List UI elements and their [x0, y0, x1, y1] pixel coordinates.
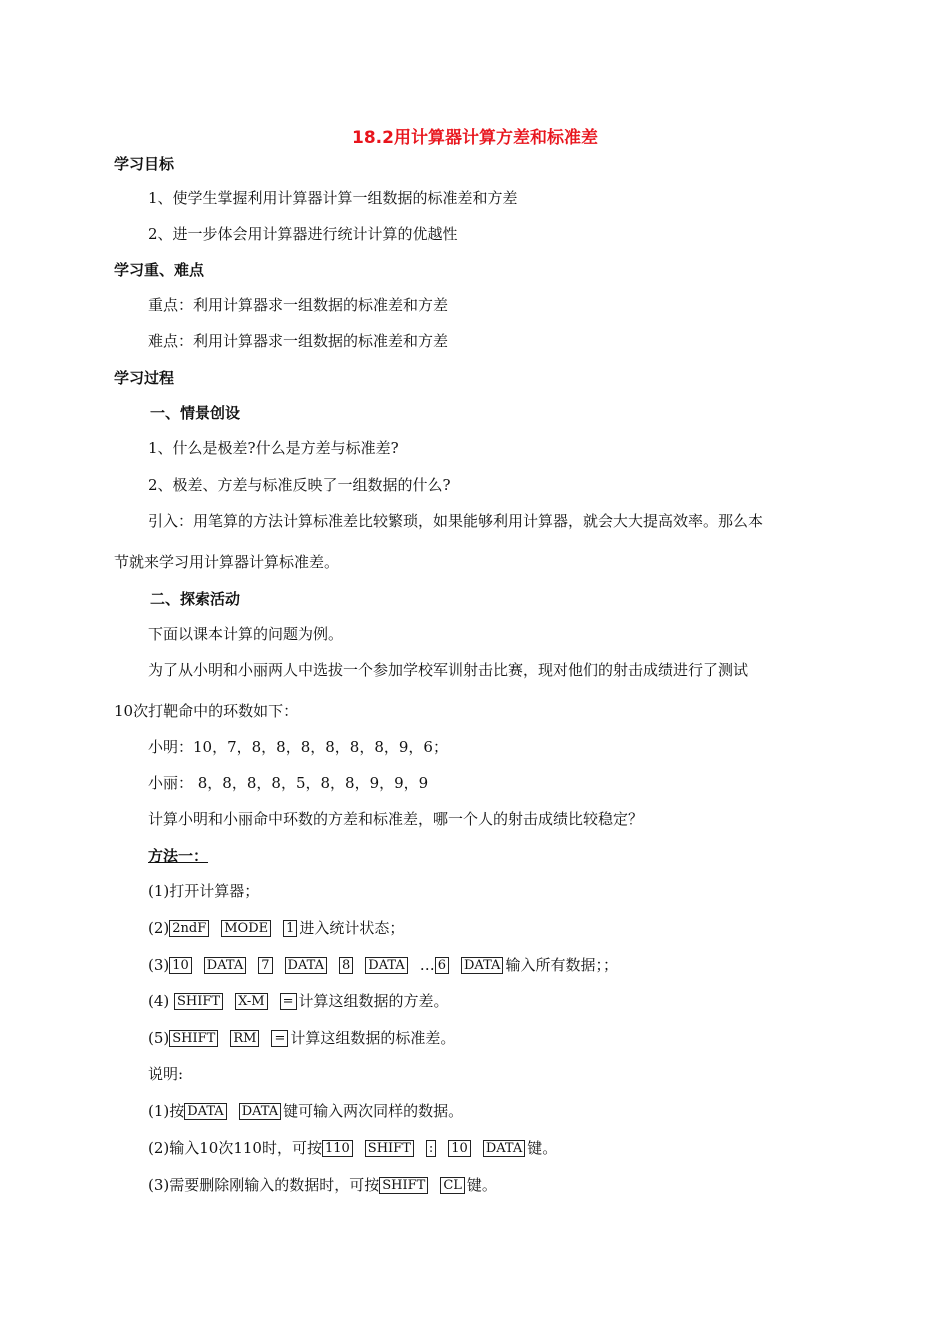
calc-key: RM [230, 1030, 259, 1047]
method-step [148, 917, 404, 938]
note-prefix: (2)输入10次110时，可按 [148, 1139, 322, 1157]
note-item [148, 1100, 463, 1121]
note-prefix: (3)需要删除刚输入的数据时，可按 [148, 1176, 380, 1194]
step-suffix: 进入统计状态； [299, 919, 405, 937]
calc-key: 10 [448, 1140, 471, 1157]
calc-key: DATA [239, 1103, 281, 1120]
xiaoli-scores: 小丽： 8，8，8，8，5，8，8，9，9，9 [148, 774, 429, 792]
calc-key: SHIFT [365, 1140, 414, 1157]
calc-key: DATA [483, 1140, 525, 1157]
method-step [148, 1027, 455, 1048]
question-text: 计算小明和小丽命中环数的方差和标准差，哪一个人的射击成绩比较稳定？ [148, 810, 644, 828]
calc-key: = [280, 993, 297, 1010]
paragraph-line: 10次打靶命中的环数如下： [114, 702, 299, 720]
calc-key: X-M [235, 993, 268, 1010]
section-heading-objectives: 学习目标 [114, 155, 175, 173]
step-prefix: (4) [148, 992, 170, 1010]
ellipsis: … [419, 956, 435, 974]
note-suffix: 键。 [527, 1139, 558, 1157]
method-step: (1)打开计算器； [148, 882, 260, 900]
paragraph-text: 下面以课本计算的问题为例。 [148, 625, 344, 643]
question-text: 1、什么是极差?什么是方差与标准差? [148, 439, 399, 457]
calc-key: DATA [285, 957, 327, 974]
subheading-scenario: 一、情景创设 [150, 404, 241, 422]
objective-item: 1、使学生掌握利用计算器计算一组数据的标准差和方差 [148, 189, 518, 207]
calc-key: 110 [322, 1140, 353, 1157]
calc-key: : [426, 1140, 436, 1157]
calc-key: SHIFT [174, 993, 223, 1010]
page-title: 18.2用计算器计算方差和标准差 [352, 128, 598, 148]
intro-paragraph-line: 引入：用笔算的方法计算标准差比较繁琐，如果能够利用计算器，就会大大提高效率。那么本 [148, 512, 764, 530]
step-suffix: 计算这组数据的方差。 [298, 992, 449, 1010]
step-prefix: (3) [148, 956, 170, 974]
calc-key: 10 [169, 957, 192, 974]
calc-key: SHIFT [169, 1030, 218, 1047]
section-heading-key-points: 学习重、难点 [114, 261, 205, 279]
calc-key: DATA [461, 957, 503, 974]
note-suffix: 键可输入两次同样的数据。 [283, 1102, 464, 1120]
calc-key: DATA [365, 957, 407, 974]
calc-key: 7 [258, 957, 272, 974]
step-prefix: (2) [148, 919, 170, 937]
calc-key: SHIFT [379, 1177, 428, 1194]
note-item [148, 1174, 497, 1195]
method-heading: 方法一： [148, 847, 209, 865]
paragraph-line: 为了从小明和小丽两人中选拔一个参加学校军训射击比赛，现对他们的射击成绩进行了测试 [148, 661, 749, 679]
xiaoming-scores: 小明：10，7，8，8，8，8，8，8，9，6； [148, 738, 448, 756]
calc-key: DATA [184, 1103, 226, 1120]
key-point-text: 重点：利用计算器求一组数据的标准差和方差 [148, 296, 449, 314]
calc-key: 6 [435, 957, 449, 974]
notes-heading: 说明: [148, 1065, 184, 1083]
step-suffix: 输入所有数据；； [505, 956, 618, 974]
note-item [148, 1137, 557, 1158]
difficulty-text: 难点：利用计算器求一组数据的标准差和方差 [148, 332, 449, 350]
note-prefix: (1)按 [148, 1102, 185, 1120]
calc-key: = [271, 1030, 288, 1047]
question-text: 2、极差、方差与标准反映了一组数据的什么? [148, 476, 451, 494]
method-step [148, 990, 449, 1011]
calc-key: 2ndF [169, 920, 209, 937]
calc-key: DATA [204, 957, 246, 974]
objective-item: 2、进一步体会用计算器进行统计计算的优越性 [148, 225, 458, 243]
calc-key: 8 [339, 957, 353, 974]
step-suffix: 计算这组数据的标准差。 [290, 1029, 456, 1047]
method-step [148, 954, 618, 975]
calc-key: 1 [283, 920, 297, 937]
calc-key: CL [440, 1177, 465, 1194]
calc-key: MODE [221, 920, 271, 937]
section-heading-process: 学习过程 [114, 369, 175, 387]
note-suffix: 键。 [466, 1176, 497, 1194]
step-prefix: (5) [148, 1029, 170, 1047]
intro-paragraph-line: 节就来学习用计算器计算标准差。 [114, 553, 340, 571]
subheading-exploration: 二、探索活动 [150, 590, 241, 608]
